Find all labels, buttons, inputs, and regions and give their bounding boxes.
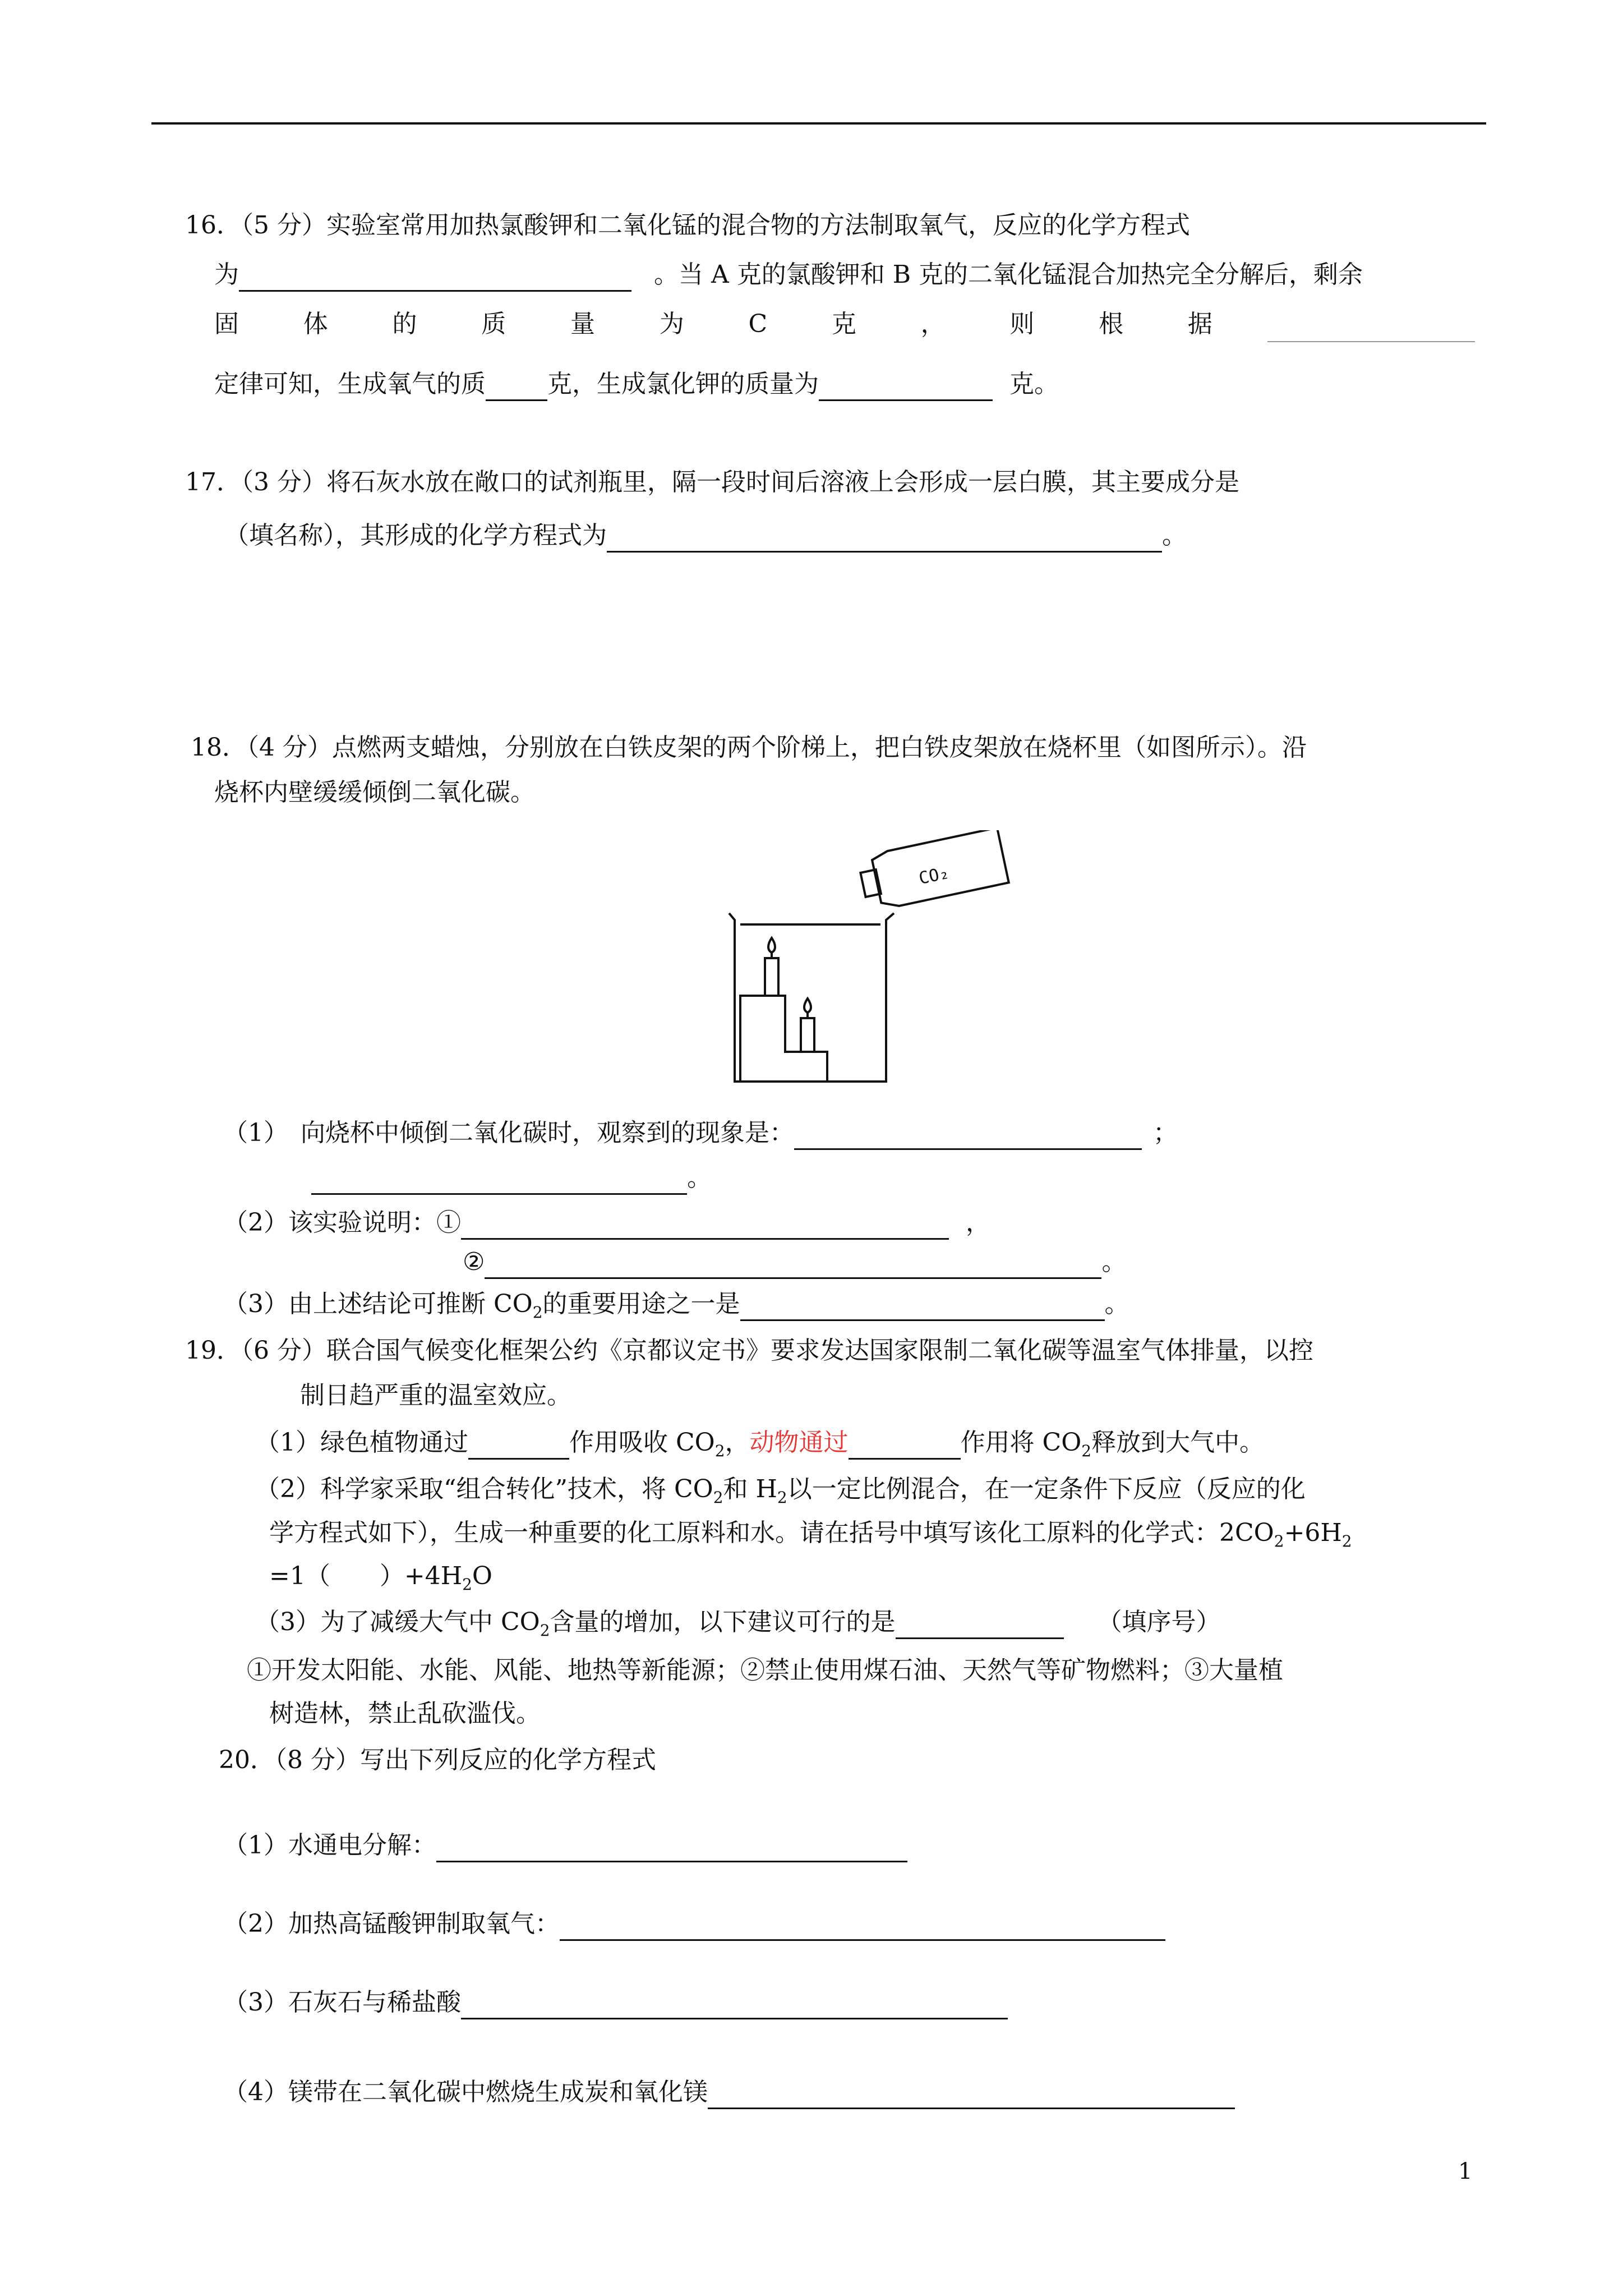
answer-blank[interactable] <box>560 1912 1165 1941</box>
q16-text: 。当 A 克的氯酸钾和 B 克的二氧化锰混合加热完全分解后，剩余 <box>654 260 1363 289</box>
q16-char: 量 <box>570 310 595 338</box>
q20-text: （3）石灰石与稀盐酸 <box>223 1988 461 2017</box>
subscript: 2 <box>714 1441 725 1460</box>
q19-text: （填序号） <box>1097 1608 1221 1636</box>
answer-blank[interactable] <box>896 1611 1064 1639</box>
subscript: 2 <box>540 1621 550 1640</box>
answer-blank[interactable] <box>461 1991 1008 2019</box>
q19-text: O <box>472 1562 492 1590</box>
q17-text: 。 <box>1162 521 1187 550</box>
answer-blank[interactable] <box>819 372 993 401</box>
q16-line4 <box>214 367 1059 401</box>
answer-blank[interactable] <box>708 2081 1235 2109</box>
q20-part1 <box>223 1829 907 1862</box>
q20-title <box>219 1743 656 1777</box>
q16-line2 <box>214 258 1363 292</box>
q18-text: 。 <box>1104 1290 1129 1318</box>
q19-line1 <box>185 1334 1313 1368</box>
q17-text: 17．（3 分）将石灰水放在敞口的试剂瓶里，隔一段时间后溶液上会形成一层白膜，其主要成分是 <box>185 468 1239 496</box>
answer-blank[interactable] <box>794 1121 1142 1150</box>
header-rule <box>151 122 1486 125</box>
answer-blank[interactable] <box>1267 314 1475 342</box>
q18-part2 <box>223 1206 990 1240</box>
q20-part3 <box>223 1986 1008 2019</box>
answer-blank[interactable] <box>740 1292 1105 1321</box>
candle-icon <box>801 1018 814 1052</box>
answer-blank[interactable] <box>311 1166 687 1195</box>
q19-text: +6H <box>1284 1519 1342 1547</box>
q19-text: 含量的增加，以下建议可行的是 <box>550 1608 896 1636</box>
q16-char: 的 <box>392 310 417 338</box>
q16-char: C <box>748 310 768 338</box>
q20-text: （4）镁带在二氧化碳中燃烧生成炭和氧化镁 <box>223 2078 708 2106</box>
q16-char: 为 <box>659 310 684 338</box>
subscript: 2 <box>1081 1441 1092 1460</box>
candle-icon <box>765 958 778 996</box>
q18-text: 。 <box>1101 1248 1127 1276</box>
q17-text: （填名称），其形成的化学方程式为 <box>224 521 607 550</box>
q16-char: 据 <box>1187 310 1212 338</box>
q19-text: （1）绿色植物通过 <box>255 1428 468 1457</box>
beaker-candles-figure <box>723 830 1015 1099</box>
q19-part2-line2 <box>269 1516 1352 1550</box>
q18-text: ② <box>463 1248 485 1276</box>
subscript: 2 <box>713 1488 723 1507</box>
subscript: 2 <box>777 1488 787 1507</box>
q19-text: 制日趋严重的温室效应。 <box>300 1381 571 1410</box>
q16-text: 定律可知，生成氧气的质 <box>214 370 486 398</box>
q18-text: 。 <box>687 1163 712 1192</box>
q18-part3 <box>223 1287 1129 1321</box>
q18-part1 <box>223 1116 1178 1150</box>
q20-text: （2）加热高锰酸钾制取氧气： <box>223 1910 560 1938</box>
answer-blank[interactable] <box>436 1834 907 1862</box>
q19-part2-line1 <box>255 1473 1306 1506</box>
answer-blank[interactable] <box>485 1250 1101 1279</box>
q19-text: 释放到大气中。 <box>1091 1428 1265 1457</box>
subscript: 2 <box>462 1575 472 1594</box>
q18-text: ， <box>966 1208 990 1237</box>
q16-line3 <box>214 307 1212 341</box>
q20-text: （1）水通电分解： <box>223 1831 436 1860</box>
q19-text: 19．（6 分）联合国气候变化框架公约《京都议定书》要求发达国家限制二氧化碳等温室气体排量，以控 <box>185 1336 1313 1365</box>
q19-text: =1（ ）+4H <box>269 1562 463 1590</box>
q16-char: 则 <box>1009 310 1035 338</box>
q19-text: （2）科学家采取“组合转化”技术，将 CO <box>255 1475 713 1503</box>
answer-blank[interactable] <box>461 1211 949 1240</box>
beaker-icon <box>729 913 894 1082</box>
q19-text: 树造林，禁止乱砍滥伐。 <box>269 1699 541 1728</box>
q16-char: 根 <box>1099 310 1124 338</box>
q18-text: （2）该实验说明：① <box>223 1208 461 1237</box>
q16-char: 质 <box>481 310 506 338</box>
subscript: 2 <box>532 1303 543 1322</box>
answer-blank[interactable] <box>486 372 547 401</box>
q16-text: 克。 <box>1009 370 1059 398</box>
q19-text: ， <box>725 1428 750 1457</box>
q18-text: 烧杯内壁缓缓倾倒二氧化碳。 <box>214 778 535 807</box>
q16-char: 体 <box>303 310 328 338</box>
q16-char: 克 <box>831 310 856 338</box>
q19-part4-line1 <box>247 1654 1283 1687</box>
q19-text: 和 H <box>723 1475 777 1503</box>
q19-text: 作用将 CO <box>960 1428 1082 1457</box>
q19-part1 <box>255 1426 1264 1460</box>
q18-text: ； <box>1153 1119 1178 1147</box>
subscript: 2 <box>1274 1531 1284 1550</box>
flame-icon <box>804 999 811 1013</box>
answer-blank[interactable] <box>849 1431 961 1460</box>
q19-part3 <box>255 1605 1221 1639</box>
flame-icon <box>768 938 775 953</box>
q19-text: ①开发太阳能、水能、风能、地热等新能源；②禁止使用煤石油、天然气等矿物燃料；③大量植 <box>247 1656 1283 1685</box>
q16-line1 <box>185 209 1190 242</box>
q20-part4 <box>223 2076 1235 2109</box>
bottle-label: CO₂ <box>917 863 951 889</box>
q19-text: 以一定比例混合，在一定条件下反应（反应的化 <box>787 1475 1306 1503</box>
q16-text: 16．（5 分）实验室常用加热氯酸钾和二氧化锰的混合物的方法制取氧气，反应的化学方程式 <box>185 211 1190 240</box>
q19-part4-line2 <box>269 1697 541 1731</box>
q18-text: 的重要用途之一是 <box>542 1290 740 1318</box>
q16-text: 为 <box>214 260 239 289</box>
q18-text: （3）由上述结论可推断 CO <box>223 1290 533 1318</box>
answer-blank[interactable] <box>468 1431 569 1460</box>
answer-blank[interactable] <box>607 524 1162 553</box>
highlighted-text: 动物通过 <box>749 1428 849 1457</box>
q19-text: 学方程式如下），生成一种重要的化工原料和水。请在括号中填写该化工原料的化学式：2CO <box>269 1519 1274 1547</box>
answer-blank[interactable] <box>239 263 631 292</box>
q19-text: （3）为了减缓大气中 CO <box>255 1608 540 1636</box>
q18-text: 18．（4 分）点燃两支蜡烛，分别放在白铁皮架的两个阶梯上，把白铁皮架放在烧杯里（如图所示）。沿 <box>191 733 1307 762</box>
q17-line2 <box>224 519 1187 553</box>
page-number: 1 <box>1458 2159 1473 2184</box>
q20-text: 20．（8 分）写出下列反应的化学方程式 <box>219 1746 656 1774</box>
q19-part2-line3 <box>269 1559 492 1593</box>
q16-char: ， <box>920 310 946 338</box>
q18-part1-cont <box>311 1161 712 1195</box>
q18-text: （1） 向烧杯中倾倒二氧化碳时，观察到的现象是： <box>223 1119 794 1147</box>
q18-part2-cont <box>463 1245 1126 1279</box>
q19-text: 作用吸收 CO <box>569 1428 715 1457</box>
q18-line2 <box>214 776 535 809</box>
subscript: 2 <box>1341 1531 1352 1550</box>
q20-part2 <box>223 1907 1165 1941</box>
q16-text: 克，生成氯化钾的质量为 <box>547 370 819 398</box>
q17-line1 <box>185 466 1239 499</box>
q18-line1 <box>191 731 1307 765</box>
q19-line2 <box>300 1379 571 1412</box>
q16-char: 固 <box>214 310 239 338</box>
